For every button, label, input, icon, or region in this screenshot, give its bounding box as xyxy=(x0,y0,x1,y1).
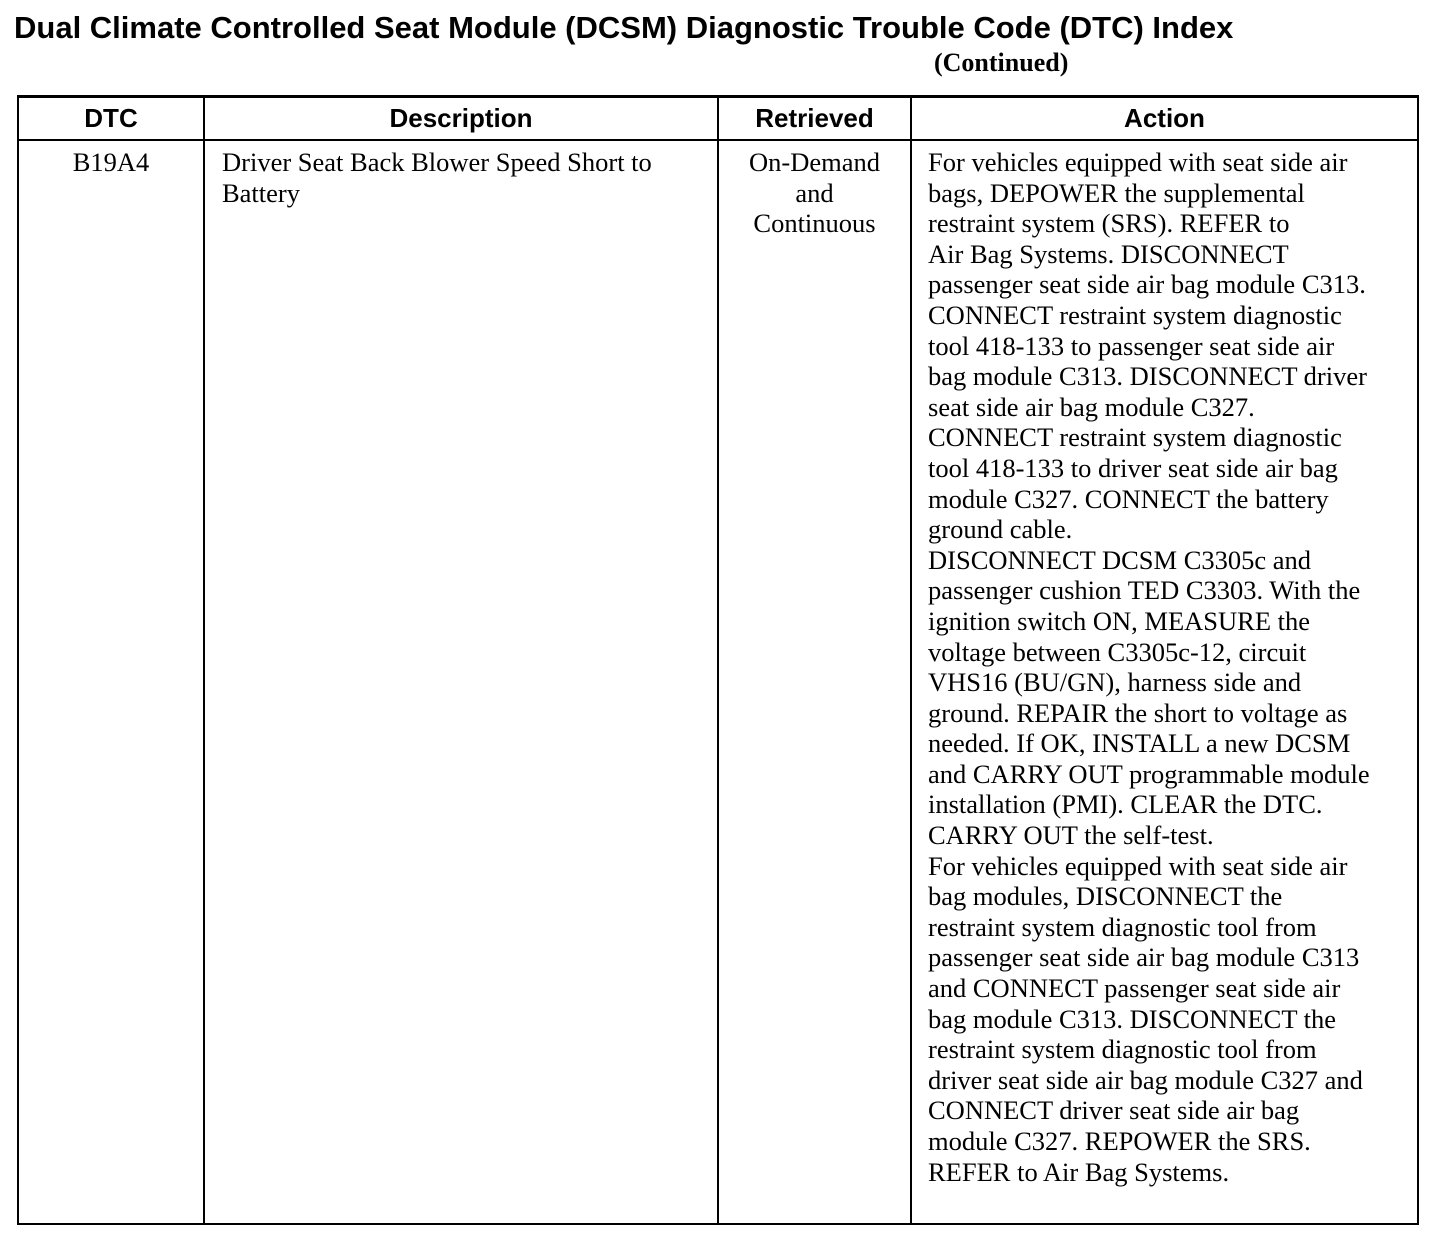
action-line: voltage between C3305c-12, circuit xyxy=(928,636,1307,667)
action-line: CONNECT driver seat side air bag xyxy=(928,1095,1300,1126)
action-line: bags, DEPOWER the supplemental xyxy=(928,177,1305,208)
action-line: passenger cushion TED C3303. With the xyxy=(928,575,1361,606)
action-line: CONNECT restraint system diagnostic xyxy=(928,422,1342,453)
action-cell xyxy=(911,140,1418,1224)
column-header-dtc: DTC xyxy=(18,97,204,141)
retrieved-line: and xyxy=(795,177,834,208)
action-line: tool 418-133 to driver seat side air bag xyxy=(928,452,1338,483)
action-line: tool 418-133 to passenger seat side air xyxy=(928,330,1335,361)
column-header-retrieved: Retrieved xyxy=(718,97,911,141)
action-line: REFER to Air Bag Systems. xyxy=(928,1156,1230,1187)
action-line: ground. REPAIR the short to voltage as xyxy=(928,697,1348,728)
action-line: module C327. CONNECT the battery xyxy=(928,483,1329,514)
page-title: Dual Climate Controlled Seat Module (DCSM) Diagnostic Trouble Code (DTC) Index xyxy=(14,10,1234,45)
action-line: ignition switch ON, MEASURE the xyxy=(928,605,1311,636)
continued-label: (Continued) xyxy=(934,48,1069,77)
action-line: seat side air bag module C327. xyxy=(928,391,1255,422)
action-line: and CONNECT passenger seat side air xyxy=(928,973,1341,1004)
action-line: needed. If OK, INSTALL a new DCSM xyxy=(928,728,1351,759)
table-header-row xyxy=(18,97,1418,141)
action-line: bag module C313. DISCONNECT driver xyxy=(928,361,1367,392)
action-line: passenger seat side air bag module C313. xyxy=(928,269,1366,300)
action-line: and CARRY OUT programmable module xyxy=(928,758,1370,789)
action-line: For vehicles equipped with seat side air xyxy=(928,850,1348,881)
dtc-index-table xyxy=(17,95,1419,1225)
column-header-description: Description xyxy=(204,97,718,141)
table-row xyxy=(18,140,1418,1224)
retrieved-cell xyxy=(718,140,911,1224)
description-cell: Driver Seat Back Blower Speed Short to Battery xyxy=(204,140,718,1224)
action-line: module C327. REPOWER the SRS. xyxy=(928,1126,1311,1156)
action-line: passenger seat side air bag module C313 xyxy=(928,942,1360,973)
action-line: For vehicles equipped with seat side air xyxy=(928,147,1348,177)
action-line: Air Bag Systems. DISCONNECT xyxy=(928,238,1289,269)
action-line: bag modules, DISCONNECT the xyxy=(928,881,1283,912)
action-line: restraint system diagnostic tool from xyxy=(928,911,1317,942)
retrieved-line: On-Demand xyxy=(749,147,880,177)
action-line: VHS16 (BU/GN), harness side and xyxy=(928,667,1302,698)
action-line: bag module C313. DISCONNECT the xyxy=(928,1003,1337,1034)
retrieved-line: Continuous xyxy=(753,208,876,239)
action-line: CARRY OUT the self-test. xyxy=(928,820,1214,851)
action-line: DISCONNECT DCSM C3305c and xyxy=(928,544,1312,575)
action-line: driver seat side air bag module C327 and xyxy=(928,1064,1363,1095)
dtc-code-cell: B19A4 xyxy=(18,140,204,1224)
action-line: installation (PMI). CLEAR the DTC. xyxy=(928,789,1323,820)
action-line: restraint system (SRS). REFER to xyxy=(928,208,1290,239)
action-line: ground cable. xyxy=(928,514,1073,545)
action-line: restraint system diagnostic tool from xyxy=(928,1034,1317,1065)
column-header-action: Action xyxy=(911,97,1418,141)
action-line: CONNECT restraint system diagnostic xyxy=(928,299,1342,330)
